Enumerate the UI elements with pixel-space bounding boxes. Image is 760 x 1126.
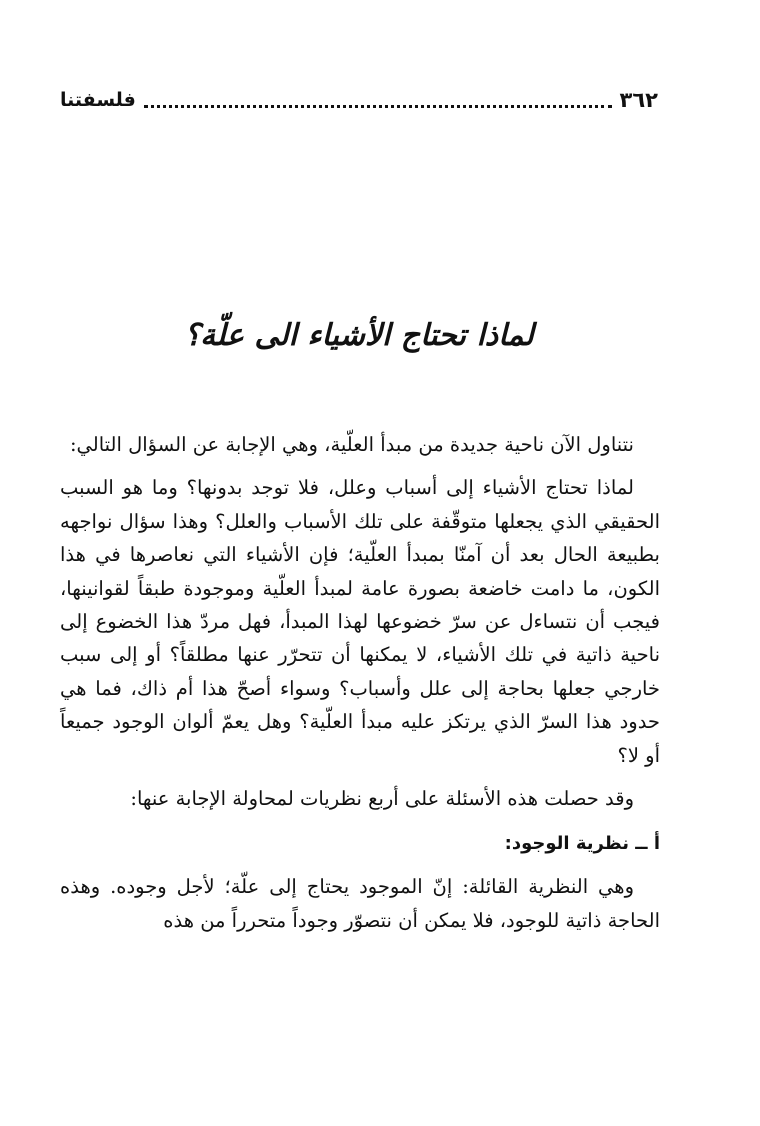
section-heading: أ ــ نظرية الوجود: <box>504 833 660 855</box>
body-text <box>60 428 660 937</box>
paragraph-questions: لماذا تحتاج الأشياء إلى أسباب وعلل، فلا توجد بدونها؟ وما هو السبب الحقيقي الذي يجعلها متوقّفة على تلك الأسباب والعلل؟ وهذا سؤال نواجهه بطبيعة الحال بعد أن آمنّا بمبدأ العلّية؛ فإن الأشياء التي نعاصرها في هذا الكون، ما دامت خاضعة بصورة عامة لمبدأ العلّية وموجودة طبقاً لقوانينها، فيجب أن نتساءل عن سرّ خضوعها لهذا المبدأ، فهل مردّ هذا الخضوع إلى ناحية ذاتية في تلك الأشياء، لا يمكنها أن تتحرّر عنها مطلقاً؟ أو إلى سبب خارجي جعلها بحاجة إلى علل وأسباب؟ وسواء أصحّ هذا أم ذاك، فما هي حدود هذا السرّ الذي يرتكز عليه مبدأ العلّية؟ وهل يعمّ ألوان الوجود جميعاً أو لا؟ <box>60 476 660 767</box>
paragraph-section: وهي النظرية القائلة: إنّ الموجود يحتاج إلى علّة؛ لأجل وجوده. وهذه الحاجة ذاتية للوجود، فلا يمكن أن نتصوّر وجوداً متحرراً من هذه <box>60 875 660 932</box>
page-header <box>60 82 658 118</box>
chapter-title: لماذا تحتاج الأشياء الى علّة؟ <box>184 318 534 353</box>
running-title: فلسفتنا <box>60 89 136 111</box>
page-number: ٣٦٢ <box>619 88 658 112</box>
paragraph-theories: وقد حصلت هذه الأسئلة على أربع نظريات لمحاولة الإجابة عنها: <box>130 787 634 811</box>
dotted-leader <box>144 93 612 108</box>
paragraph-intro: نتناول الآن ناحية جديدة من مبدأ العلّية، وهي الإجابة عن السؤال التالي: <box>69 433 634 456</box>
